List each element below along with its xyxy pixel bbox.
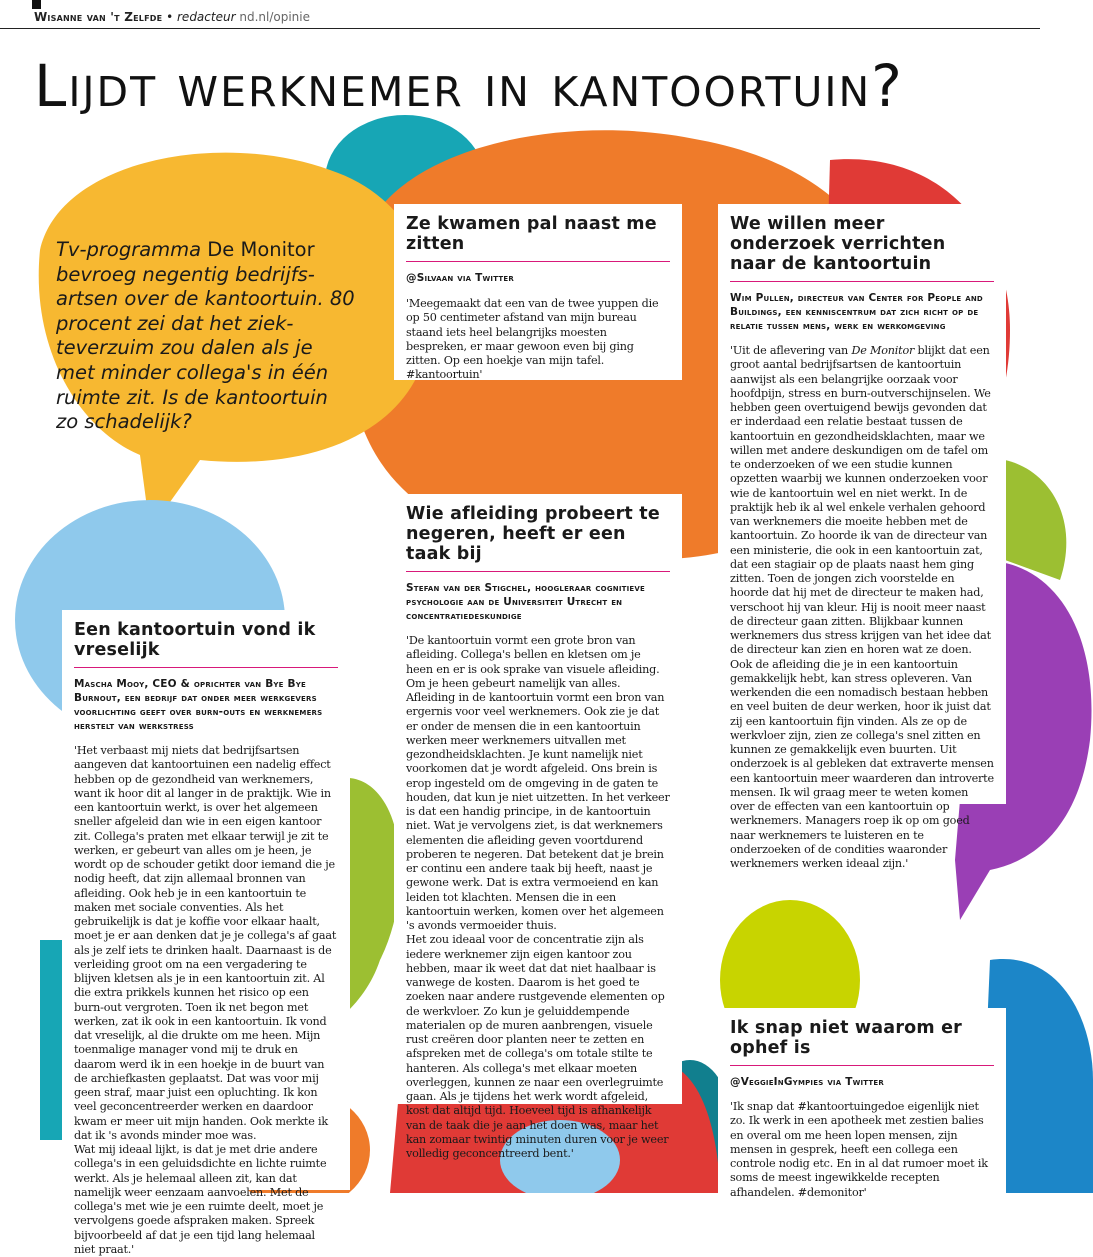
card-title: We willen meer onderzoek verrichten naar de kantoortuin (730, 214, 946, 274)
card-title: Wie afleiding probeert te negeren, heeft er een taak bij (406, 504, 660, 564)
byline (34, 10, 310, 24)
quote-card-pullen (718, 204, 1006, 870)
card-body (74, 744, 338, 1257)
corner-mark (32, 0, 41, 9)
card-title: Ik snap niet waarom er ophef is (730, 1018, 962, 1058)
card-body (730, 344, 994, 871)
site-link[interactable]: nd.nl/opinie (239, 10, 310, 24)
body-text-end: blijkt dat een groot aantal bedrijfsartsen de kantoortuin aanwijst als een belangrijke oorzaak voor hoofdpijn, stress en burn-outverschijnselen. We hebben geen overtuigend bewijs gevonden dat er inderdaad een relatie bestaat tussen de kantoortuin en gezondheidsklachten, maar we willen met andere deskundigen om de tafel om te onderzoeken of we een studie kunnen opzetten waarbij we kunnen onderzoeken voor wie de kantoortuin wel en niet werkt. In de praktijk heb ik al wel enkele verhalen gehoord van werknemers die moeite hebben met de kantoortuin. Zo hoorde ik van de directeur van een ministerie, die ook in een kantoortuin zat, dat een stagiair op de plaats naast hem ging zitten. Toen de jongen zich voorstelde en hoorde dat hij met de directeur te maken had, verschoot hij van kleur. Hij is nooit meer naast de directeur gaan zitten. Blijkbaar kunnen werknemers dus stress krijgen van het idee dat de directeur kan zien en horen wat ze doen. Ook de afleiding die je in een kantoortuin gemakkelijk hebt, kan stress opleveren. Van werkenden die een nomadisch bestaan hebben en veel buiten de deur werken, hoor ik juist dat zij een kantoortuin fijn vinden. Als ze op de werkvloer zijn, zien ze collega's snel zitten en kunnen ze gemakkelijk even buurten. Uit onderzoek is al gebleken dat extraverte mensen een kantoortuin meer waarderen dan introverte mensen. Ik wil graag meer te weten komen over de effecten van een kantoortuin op werknemers. Managers roep ik op om goed naar werknemers te luisteren en te onderzoeken of de condities waaronder werknemers werken ideaal zijn.' (730, 344, 994, 870)
body-text-start: 'Uit de aflevering van (730, 344, 852, 357)
author-name: Wisanne van 't Zelfde (34, 10, 163, 24)
body-show-name: De Monitor (851, 344, 915, 357)
quote-card-mooy (62, 610, 350, 1256)
quote-card-veggie (718, 1008, 1006, 1199)
card-source: @Silvaan via Twitter (406, 272, 514, 284)
card-divider (730, 281, 994, 282)
card-body: 'Ik snap dat #kantoortuingedoe eigenlijk niet zo. Ik werk in een apotheek met zestien balies en overal om me heen lopen mensen, zijn mensen in gesprek, heeft een collega een controle nodig etc. En in al dat rumoer moet ik soms de meest ingewikkelde recepten afhandelen. #demonitor' (730, 1100, 988, 1199)
card-divider (730, 1065, 994, 1066)
headline: Lijdt werknemer in kantoortuin? (34, 52, 904, 120)
body-paragraph: 'Het verbaast mij niets dat bedrijfsartsen aangeven dat kantoortuinen een nadelig effect hebben op de gezondheid van werknemers, want ik hoor dit al langer in de praktijk. Wie in een kantoortuin werkt, is over het algemeen sneller afgeleid dan wie in een eigen kantoor zit. Collega's praten met elkaar terwijl je zit te werken, er gebeurt van alles om je heen, je wordt op de schouder getikt door iemand die je nodig heeft, dat zijn allemaal bronnen van afleiding. Ook heb je in een kantoortuin te maken met sociale conventies. Als het gebruikelijk is dat je koffie voor elkaar haalt, moet je er aan denken dat je je collega's af gaat als je zelf iets te drinken haalt. Daarnaast is de verleiding groot om na een vergadering te blijven kletsen als je in een kantoortuin zit. Al die extra prikkels kunnen het risico op een burn-out vergroten. Toen ik net begon met werken, zat ik ook in een kantoortuin. Ik vond dat vreselijk, al die drukte om me heen. Mijn toenmalige manager vond mij te druk en daarom werd ik in een hoekje in de buurt van de archiefkasten geplaatst. Dat was voor mij geen straf, maar juist een opluchting. Ik kon veel geconcentreerder werken en daardoor kwam er meer uit mijn handen. Ook merkte ik dat ik 's avonds minder moe was. (74, 744, 337, 1142)
byline-separator: • (166, 10, 174, 24)
card-divider (74, 667, 338, 668)
card-source: Wim Pullen, directeur van Center for People and Buildings, een kenniscentrum dat zich richt op de relatie tussen mens, werk en werkomgeving (730, 292, 983, 332)
intro-show-name: De Monitor (207, 238, 315, 261)
card-source: Mascha Mooy, CEO & oprichter van Bye Bye Burnout, een bedrijf dat onder meer werkgevers voorlichting geeft over burn-outs en werknemers herstelt van werkstress (74, 678, 323, 732)
quote-card-silvaan (394, 204, 682, 380)
card-title: Ze kwamen pal naast me zitten (406, 214, 657, 254)
body-paragraph: Wat mij ideaal lijkt, is dat je met drie andere collega's in een geluidsdichte en lichte ruimte werkt. Als je helemaal alleen zit, kan dat namelijk weer eenzaam aanvoelen. Met de collega's met wie je een ruimte deelt, moet je vervolgens goede afspraken maken. Spreek bijvoorbeeld af dat je een tijd lang helemaal niet praat.' (74, 1143, 327, 1256)
card-body: 'Meegemaakt dat een van de twee yuppen die op 50 centimeter afstand van mijn bureau staand iets heel belangrijks moesten bespreken, er maar gewoon even bij ging zitten. Op een hoekje van mijn tafel. #kantoortuin' (406, 297, 659, 382)
card-source: @VeggieInGympies via Twitter (730, 1076, 884, 1088)
author-role: redacteur (177, 10, 236, 24)
card-divider (406, 261, 670, 262)
card-title: Een kantoortuin vond ik vreselijk (74, 620, 316, 660)
card-source: Stefan van der Stigchel, hoogleraar cognitieve psychologie aan de Universiteit Utrecht en concentratiedeskundige (406, 582, 645, 622)
intro-part-2: bevroeg negentig bedrijfs-artsen over de kantoortuin. 80 procent zei dat het ziek-teverzuim zou dalen als je met minder collega's in één ruimte zit. Is de kantoortuin zo schadelijk? (56, 262, 355, 434)
intro-text (56, 238, 356, 435)
body-paragraph: Het zou ideaal voor de concentratie zijn als iedere werknemer zijn eigen kantoor zou hebben, maar ik weet dat dat niet haalbaar is vanwege de kosten. Daarom is het goed te zoeken naar andere rustgevende elementen op de werkvloer. Zo kun je geluiddempende materialen op de muren aanbrengen, visuele rust creëren door planten neer te zetten en afspreken met de collega's om totale stilte te hanteren. Als collega's met elkaar moeten overleggen, kunnen ze naar een overlegruimte gaan. Als je tijdens het werk wordt afgeleid, kost dat altijd tijd. Hoeveel tijd is afhankelijk van de taak die je aan het doen was, maar het kan zomaar twintig minuten duren voor je weer volledig geconcentreerd bent.' (406, 933, 669, 1160)
quote-card-stigchel (394, 494, 682, 1160)
card-divider (406, 571, 670, 572)
green-right-bubble (1005, 460, 1066, 580)
card-body (406, 634, 670, 1161)
body-paragraph: 'De kantoortuin vormt een grote bron van afleiding. Collega's bellen en kletsen om je heen en er is ook sprake van visuele afleiding. Om je heen gebeurt namelijk van alles. Afleiding in de kantoortuin vormt een bron van ergernis voor veel werknemers. Ook zie je dat er onder de mensen die in een kantoortuin werken meer werknemers uitvallen met gezondheidsklachten. Je kunt namelijk niet voorkomen dat je wordt afgeleid. Ons brein is erop ingesteld om de omgeving in de gaten te houden, dat kun je niet uitzetten. In het verkeer is dat een handig principe, in de kantoortuin niet. Wat je vervolgens ziet, is dat werknemers elementen die afleiding geven voortdurend proberen te negeren. Dat betekent dat je brein er continu een andere taak bij heeft, naast je gewone werk. Dat is extra vermoeiend en kan leiden tot klachten. Mensen die in een kantoortuin werken, komen over het algemeen 's avonds vermoeider thuis. (406, 634, 670, 932)
intro-part-1: Tv-programma (56, 238, 208, 261)
